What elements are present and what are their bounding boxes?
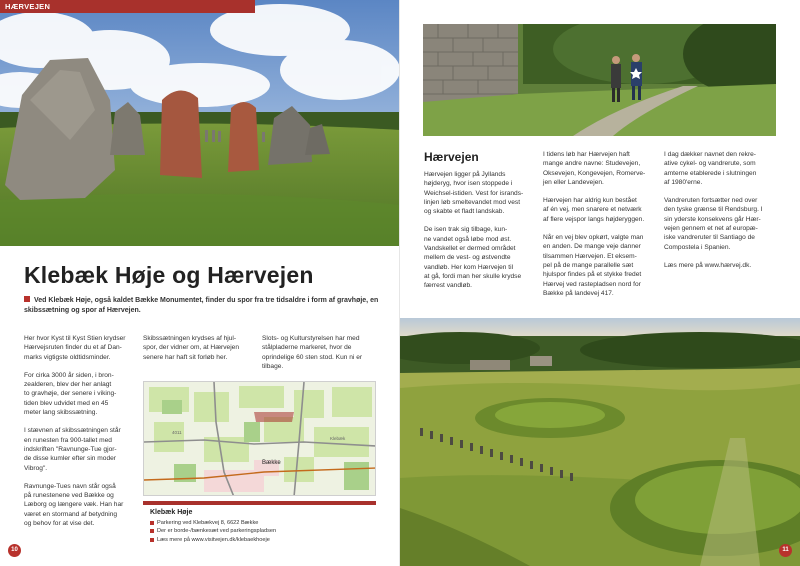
section-heading: Hærvejen xyxy=(424,150,479,164)
paragraph: Skibssætningen krydses af hjul- spor, der vidner om, at Hærvejen senere har haft sit forløb her. xyxy=(143,335,240,361)
section-tab: HÆRVEJEN xyxy=(0,0,255,13)
page-number: 10 xyxy=(8,544,21,557)
square-bullet-icon xyxy=(24,296,30,302)
text-column-3 xyxy=(262,334,386,380)
info-item: Der er borde-/bænkesæt ved parkeringspladsen xyxy=(150,527,380,535)
info-box-title: Klebæk Høje xyxy=(150,509,193,516)
paragraph: Slots- og Kulturstyrelsen har med stålpladerne markeret, hvor de oprindelige 60 sten stod. Kun ni er tilbage. xyxy=(262,335,363,370)
paragraph: Ravnunge-Tues navn står også på runestenene ved Bække og Læborg og længere væk. Han har været en stormand af betydning og behov for at vise det. xyxy=(24,482,124,528)
right-text-column-3 xyxy=(664,150,782,279)
right-text-column-2 xyxy=(543,150,659,307)
text-column-2 xyxy=(143,334,261,371)
info-item: Parkering ved Klebækvej 8, 6622 Bække xyxy=(150,519,380,527)
paragraph: Hærvejen har aldrig kun bestået af én vej, men snarere et netværk af flere vejspor langs højderyggen. xyxy=(543,197,645,223)
paragraph: De isen trak sig tilbage, kun- ne vandet også løbe mod øst. Vandskellet er dermed området mellem de vest- og østvendte vandløb. Her kom Hærvejen til at gå, fordi man her skulle krydse færrest vandløb. xyxy=(424,226,522,290)
paragraph: For cirka 3000 år siden, i bron- zealderen, blev der her anlagt to gravhøje, der senere i viking- tiden blev udvidet med en 45 meter lang skibssætning. xyxy=(24,371,117,417)
paragraph: I tidens løb har Hærvejen haft mange andre navne: Studevejen, Oksevejen, Kongevejen, Romerve- jen eller Landevejen. xyxy=(543,151,646,186)
right-text-column-1 xyxy=(424,170,538,300)
map-road-label: 4011 xyxy=(172,430,182,435)
page-title: Klebæk Høje og Hærvejen xyxy=(24,262,314,288)
paragraph: I stævnen af skibssætningen står en runesten fra 900-tallet med indskriften "Ravnunge-Tue gjor- de disse kumler efter sin moder Vibrog". xyxy=(24,427,121,472)
text-column-1 xyxy=(24,334,142,537)
lead-text: Ved Klebæk Høje, også kaldet Bække Monumentet, finder du spor fra tre tidsaldre i form af gravhøje, en skibssætning og spor af Hærvejen. xyxy=(24,297,379,314)
aerial-monument-photo xyxy=(400,318,800,566)
paragraph: Hærvejen ligger på Jyllands højderyg, hvor isen stoppede i Weichsel-istiden. Vest for isrands- linjen løb smeltevandet mod vest og skabte et fladt landskab. xyxy=(424,171,524,216)
info-item-link[interactable]: Læs mere på www.visitvejen.dk/klebaekhoeje xyxy=(150,536,380,544)
paragraph: I dag dækker navnet den rekre- ative cykel- og vandrerute, som amterne etablerede i slutningen af 1980'erne. xyxy=(664,151,757,186)
map-site-label: Klebæk xyxy=(330,436,346,441)
paragraph-link[interactable]: Læs mere på www.hærvej.dk. xyxy=(664,261,752,269)
lead-paragraph xyxy=(24,296,384,316)
paragraph: Her hvor Kyst til Kyst Stien krydser Hærvejsruten finder du et af Dan- marks vigtigste oldtidsminder. xyxy=(24,335,126,361)
standing-stones-photo xyxy=(0,0,400,246)
info-list xyxy=(150,519,380,544)
map-town-label: Bække xyxy=(262,460,281,466)
page-number: 11 xyxy=(779,544,792,557)
location-map xyxy=(143,381,376,496)
walkers-photo xyxy=(423,24,776,136)
info-box-bar xyxy=(143,501,376,505)
paragraph: Vandreruten fortsætter ned over den tyske grænse til Rendsburg. I sin yderste konsekvens går Hær- vejen gennem et net af europæ- iske vandreruter til Santiago de Compostela i Spanien. xyxy=(664,197,763,251)
paragraph: Når en vej blev opkørt, valgte man en anden. De mange veje danner tilsammen Hærvejen. Et eksem- pel på de mange parallelle sæt hjulspor findes på et stykke fredet Hærvej ved rastepladsen nord for Bække på landevej 417. xyxy=(543,234,644,297)
